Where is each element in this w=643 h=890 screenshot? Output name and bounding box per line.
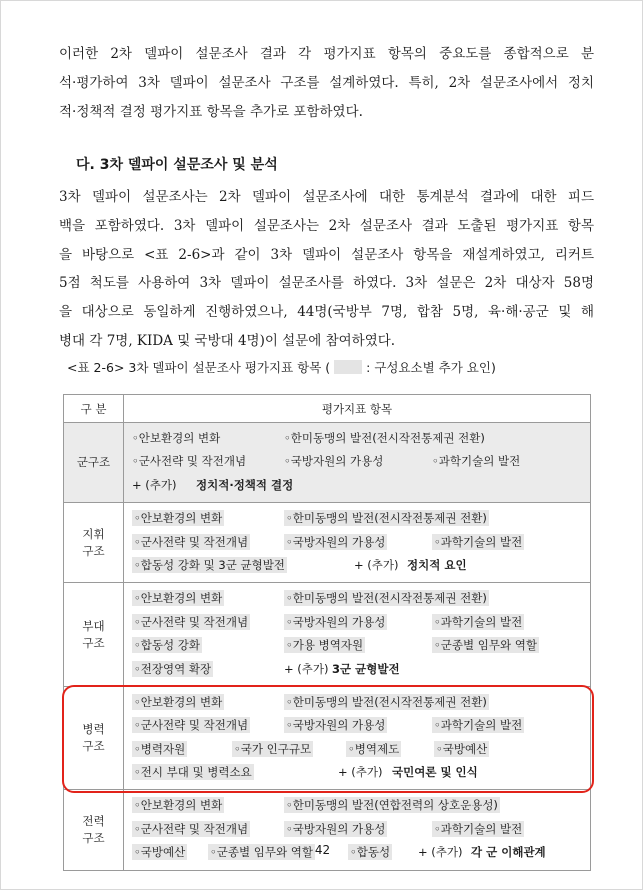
index-item: ◦군종별 임무와 역할: [210, 845, 313, 860]
index-item: ◦한미동맹의 발전(전시작전통제권 전환): [286, 694, 487, 709]
index-item: ◦국가 인구규모: [234, 741, 312, 756]
item-line: [132, 587, 584, 610]
paragraph-line: 백을 포함하였다. 3차 델파이 설문조사는 2차 설문조사 결과 도출된 평가지표 항목: [59, 217, 594, 234]
index-item: ◦전장영역 확장: [134, 661, 212, 676]
index-item: ◦가용 병역자원: [286, 638, 364, 653]
index-item: ◦안보환경의 변화: [134, 511, 223, 526]
index-item: ◦군사전략 및 작전개념: [134, 718, 249, 733]
index-item: ◦군사전략 및 작전개념: [134, 614, 249, 629]
legend-swatch: [334, 360, 362, 374]
item-line: [132, 611, 584, 634]
row-items: [124, 503, 591, 583]
index-item: ◦과학기술의 발전: [434, 718, 523, 733]
header-items: 평가지표 항목: [124, 395, 591, 423]
index-item: ◦한미동맹의 발전(연합전력의 상호운용성): [286, 798, 498, 813]
item-line: [132, 450, 584, 473]
item-line: [132, 634, 584, 657]
index-item: ◦군사전략 및 작전개념: [134, 821, 249, 836]
paragraph-line: 3차 델파이 설문조사는 2차 델파이 설문조사에 대한 통계분석 결과에 대한 피드: [59, 189, 594, 205]
index-item: ◦과학기술의 발전: [434, 821, 523, 836]
row-category: 병력 구조: [64, 686, 124, 790]
paragraph-1: [59, 40, 594, 126]
index-item: + (추가): [418, 845, 463, 860]
index-item: ◦합동성: [350, 845, 391, 860]
paragraph-line: 이러한 2차 델파이 설문조사 결과 각 평가지표 항목의 중요도를 종합적으로 분: [59, 46, 594, 62]
item-line: [132, 507, 584, 530]
row-category: 부대 구조: [64, 583, 124, 687]
added-factor: 정치적·정책적 결정: [196, 477, 294, 492]
added-factor: 국민여론 및 인식: [392, 765, 478, 780]
index-item: ◦전시 부대 및 병력소요: [134, 765, 252, 780]
evaluation-index-table: [63, 394, 591, 871]
index-item: ◦국방예산: [436, 741, 488, 756]
index-item: ◦국방자원의 가용성: [286, 614, 386, 629]
index-item: ◦과학기술의 발전: [434, 614, 523, 629]
item-line: [132, 794, 584, 817]
index-item: ◦안보환경의 변화: [134, 694, 223, 709]
index-item: ◦국방자원의 가용성: [286, 534, 386, 549]
table-caption: [67, 358, 496, 376]
paragraph-line: 적·정책적 결정 평가지표 항목을 추가로 포함하였다.: [59, 103, 363, 120]
index-item: ◦군종별 임무와 역할: [434, 638, 537, 653]
paragraph-2: [59, 183, 594, 356]
index-item: ◦국방자원의 가용성: [286, 821, 386, 836]
row-items: [124, 423, 591, 503]
index-item: + (추가): [284, 661, 329, 676]
item-line: [132, 658, 584, 681]
caption-prefix: <표 2-6> 3차 델파이 설문조사 평가지표 항목 (: [67, 360, 331, 375]
row-items: [124, 583, 591, 687]
paragraph-line: 석·평가하여 3차 델파이 설문조사 구조를 설계하였다. 특히, 2차 설문조사에서 정치: [59, 74, 594, 91]
row-category: 전력 구조: [64, 790, 124, 870]
row-category: 군구조: [64, 423, 124, 503]
index-item: ◦합동성 강화 및 3군 균형발전: [134, 557, 285, 572]
caption-suffix: : 구성요소별 추가 요인): [366, 360, 496, 375]
item-line: [132, 554, 584, 577]
index-item: ◦국방예산: [134, 845, 186, 860]
index-item: + (추가): [338, 765, 383, 780]
index-item: ◦병력자원: [134, 741, 186, 756]
item-line: [132, 531, 584, 554]
index-item: ◦한미동맹의 발전(전시작전통제권 전환): [286, 591, 487, 606]
table-header-row: [64, 395, 591, 423]
index-item: ◦병역제도: [348, 741, 400, 756]
index-item: ◦한미동맹의 발전(전시작전통제권 전환): [286, 511, 487, 526]
index-item: ◦안보환경의 변화: [132, 431, 221, 445]
table-row: [64, 423, 591, 503]
item-line: [132, 427, 584, 450]
index-item: ◦군사전략 및 작전개념: [132, 454, 247, 469]
index-item: ◦과학기술의 발전: [434, 534, 523, 549]
index-item: ◦국방자원의 가용성: [284, 454, 384, 469]
index-item: ◦국방자원의 가용성: [286, 718, 386, 733]
index-item: ◦안보환경의 변화: [134, 591, 223, 606]
index-item: + (추가): [132, 477, 177, 492]
index-item: ◦안보환경의 변화: [134, 798, 223, 813]
paragraph-line: 병대 각 7명, KIDA 및 국방대 4명)이 설문에 참여하였다.: [59, 332, 396, 349]
item-line: [132, 818, 584, 841]
page-number: 42: [314, 843, 331, 857]
highlight-box: [62, 685, 594, 793]
added-factor: 정치적 요인: [407, 557, 467, 572]
index-item: + (추가): [354, 557, 399, 572]
row-items: [124, 790, 591, 870]
table-row: [64, 503, 591, 583]
index-item: ◦과학기술의 발전: [432, 454, 521, 469]
index-item: ◦한미동맹의 발전(전시작전통제권 전환): [284, 431, 485, 445]
index-item: ◦합동성 강화: [134, 638, 200, 653]
section-heading: 다. 3차 델파이 설문조사 및 분석: [76, 157, 278, 173]
index-item: ◦군사전략 및 작전개념: [134, 534, 249, 549]
paragraph-line: 을 대상으로 동일하게 진행하였으나, 44명(국방부 7명, 합참 5명, 육·해·공군 및 해: [59, 304, 594, 321]
table-row: [64, 583, 591, 687]
header-category: 구 분: [64, 395, 124, 423]
paragraph-line: 을 바탕으로 <표 2-6>과 같이 3차 델파이 설문조사 항목을 재설계하였고, 리커트: [59, 246, 594, 263]
table-row: [64, 790, 591, 870]
item-line: [132, 474, 584, 497]
row-category: 지휘 구조: [64, 503, 124, 583]
added-factor: 3군 균형발전: [332, 661, 400, 676]
added-factor: 각 군 이해관계: [471, 845, 546, 860]
paragraph-line: 5점 척도를 사용하여 3차 델파이 설문조사를 하였다. 3차 설문은 2차 대상자 58명: [59, 275, 594, 292]
